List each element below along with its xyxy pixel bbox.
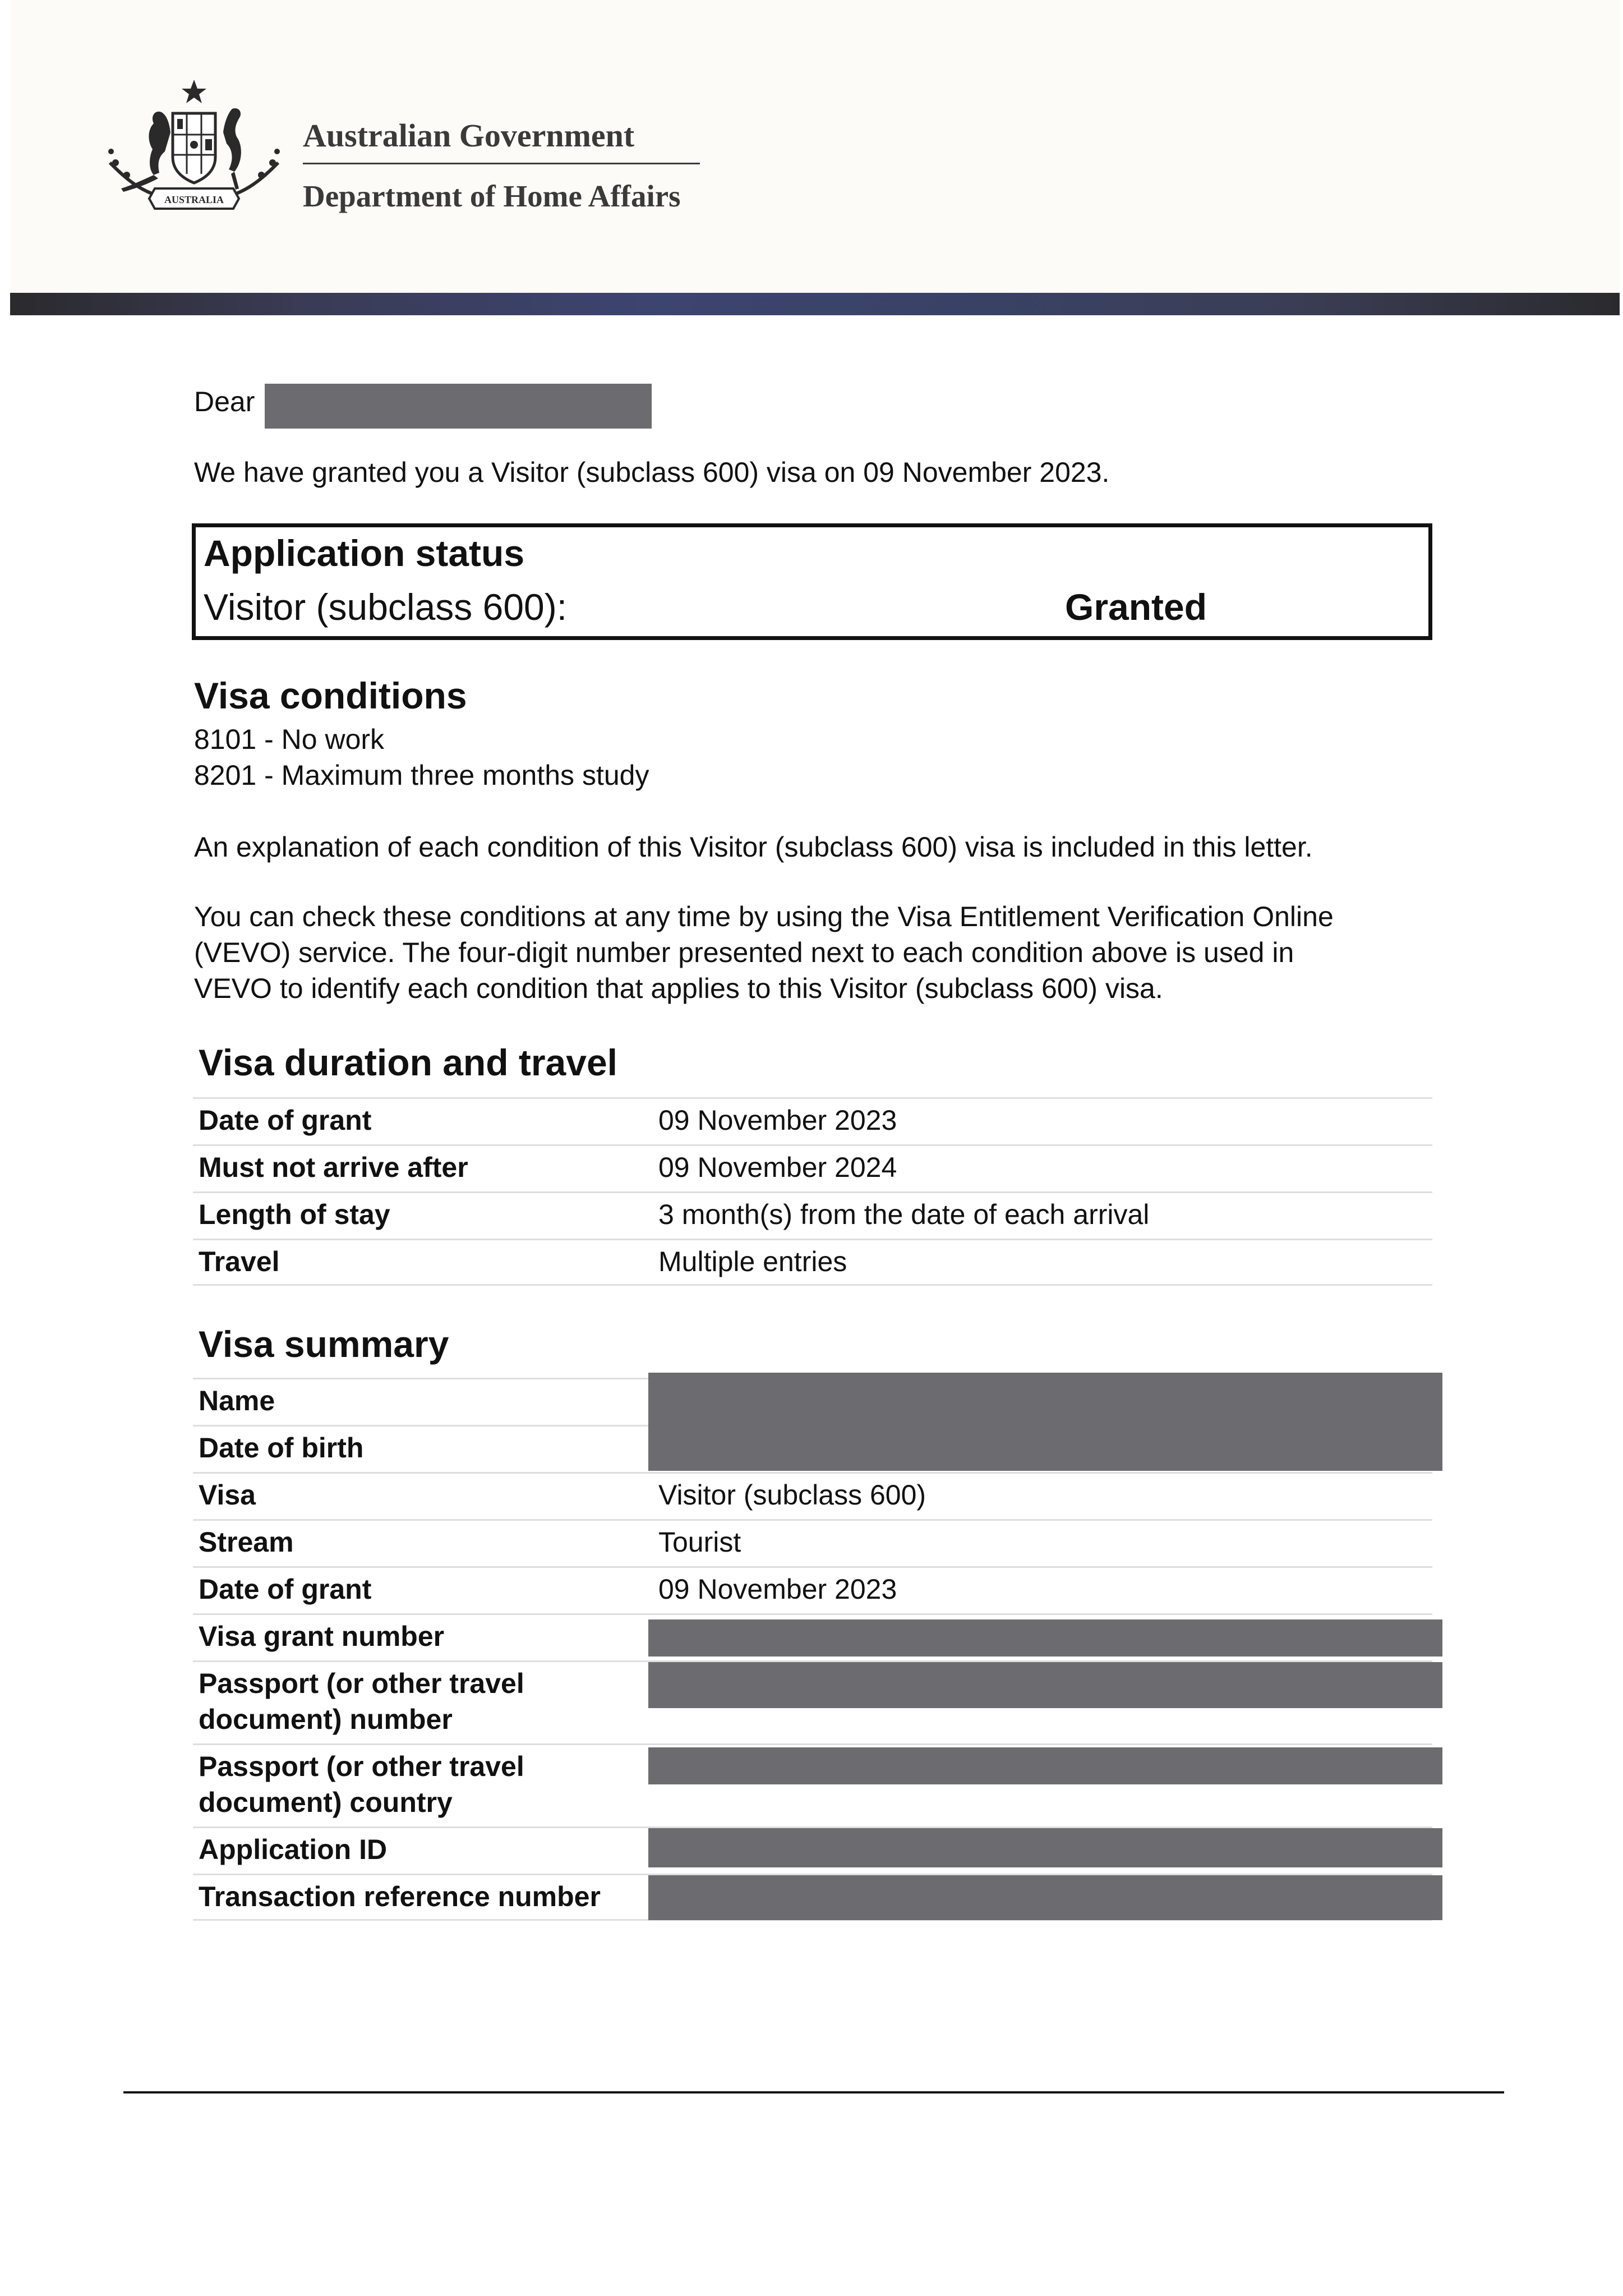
row-label: Travel (199, 1246, 280, 1277)
table-row (193, 1613, 1432, 1660)
summary-table (193, 1378, 1432, 1921)
redacted-value (648, 1662, 1442, 1708)
row-value: Multiple entries (658, 1246, 847, 1277)
letterhead-banner-bar (10, 293, 1620, 315)
redacted-recipient-name (265, 384, 652, 429)
row-label: document) country (199, 1787, 453, 1818)
salutation: Dear (194, 386, 255, 417)
redacted-value (648, 1373, 1442, 1427)
row-label: Date of birth (199, 1432, 364, 1464)
table-row (193, 1826, 1432, 1874)
row-label: document) number (199, 1704, 453, 1735)
row-label: Date of grant (199, 1573, 372, 1605)
row-label: Must not arrive after (199, 1152, 468, 1183)
organisation-name: Australian Government (303, 117, 635, 154)
application-status-box (192, 523, 1432, 640)
table-row (193, 1097, 1432, 1144)
vevo-paragraph-line: VEVO to identify each condition that applies to this Visitor (subclass 600) visa. (194, 973, 1163, 1004)
row-label: Date of grant (199, 1105, 372, 1136)
grant-sentence: We have granted you a Visitor (subclass 600) visa on 09 November 2023. (194, 457, 1110, 488)
table-row (193, 1519, 1432, 1566)
table-row (193, 1144, 1432, 1191)
row-label: Passport (or other travel (199, 1668, 524, 1699)
row-label: Stream (199, 1526, 294, 1558)
footer-divider (123, 2091, 1504, 2093)
row-label: Name (199, 1385, 275, 1416)
row-value: Visitor (subclass 600) (658, 1479, 926, 1511)
row-label: Passport (or other travel (199, 1751, 524, 1782)
condition-item: 8101 - No work (194, 724, 385, 755)
row-label: Transaction reference number (199, 1881, 601, 1912)
table-row (193, 1660, 1432, 1743)
redacted-value (648, 1619, 1442, 1657)
row-value: 09 November 2023 (658, 1573, 897, 1605)
row-value: Tourist (658, 1526, 741, 1558)
redacted-value (648, 1828, 1442, 1867)
row-label: Length of stay (199, 1199, 390, 1230)
svg-text:AUSTRALIA: AUSTRALIA (164, 194, 224, 205)
table-row (193, 1191, 1432, 1239)
condition-item: 8201 - Maximum three months study (194, 760, 649, 791)
table-row (193, 1425, 1432, 1472)
table-row (193, 1566, 1432, 1613)
department-name: Department of Home Affairs (303, 179, 681, 213)
duration-table (193, 1097, 1432, 1286)
redacted-value (648, 1875, 1442, 1920)
conditions-heading: Visa conditions (194, 675, 467, 716)
conditions-explanation: An explanation of each condition of this Visitor (subclass 600) visa is included in this letter. (194, 831, 1313, 863)
status-visa-label: Visitor (subclass 600): (204, 586, 568, 628)
coat-of-arms-icon (99, 79, 289, 219)
row-value: 09 November 2024 (658, 1152, 897, 1183)
row-value: 3 month(s) from the date of each arrival (658, 1199, 1150, 1230)
status-title: Application status (204, 532, 525, 574)
vevo-paragraph-line: You can check these conditions at any time by using the Visa Entitlement Verification Online (194, 901, 1334, 932)
redacted-value (648, 1425, 1442, 1471)
row-label: Application ID (199, 1834, 388, 1865)
table-row (193, 1378, 1432, 1425)
status-value: Granted (1065, 586, 1207, 628)
table-row (193, 1743, 1432, 1826)
redacted-value (648, 1747, 1442, 1784)
table-row (193, 1239, 1432, 1286)
letterhead-divider (303, 163, 700, 164)
table-row (193, 1874, 1432, 1921)
table-row (193, 1472, 1432, 1519)
summary-heading: Visa summary (199, 1323, 449, 1365)
vevo-paragraph-line: (VEVO) service. The four-digit number presented next to each condition above is used in (194, 937, 1294, 968)
row-value: 09 November 2023 (658, 1105, 897, 1136)
duration-heading: Visa duration and travel (199, 1042, 618, 1083)
row-label: Visa grant number (199, 1621, 445, 1652)
row-label: Visa (199, 1479, 256, 1511)
